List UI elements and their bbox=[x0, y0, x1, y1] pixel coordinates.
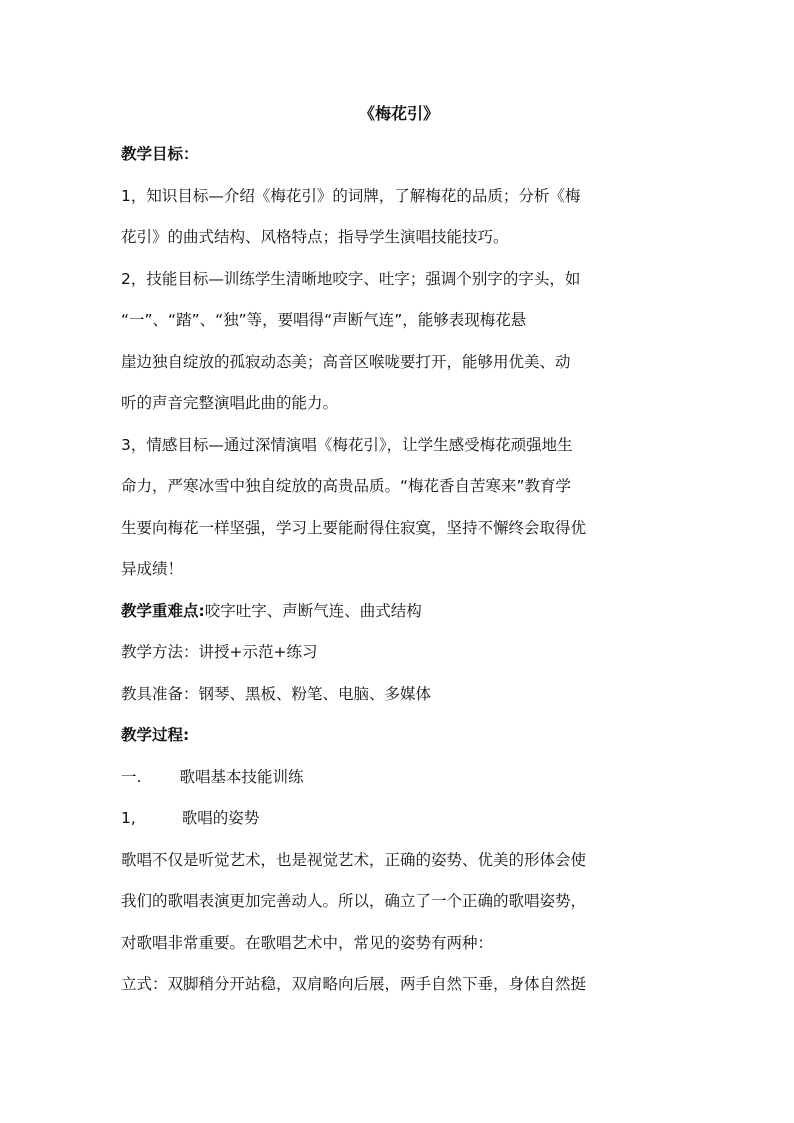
section-title: 歌唱基本技能训练 bbox=[179, 767, 304, 786]
key-points-text: 咬字吐字、声断气连、曲式结构 bbox=[204, 601, 422, 620]
process-heading: 教学过程: bbox=[121, 726, 190, 744]
goal-knowledge: 1，知识目标—介绍《梅花引》的词牌，了解梅花的品质；分析《梅 花引》的曲式结构、风格特点；指导学生演唱技能技巧。 bbox=[121, 186, 581, 246]
goal-emotion: 3，情感目标—通过深情演唱《梅花引》，让学生感受梅花顽强地生 命力，严寒冰雪中独自绽放的高贵品质。“梅花香自苦寒来”教育学 生要向梅花一样坚强，学习上要能耐得住寂寞，坚持不懈终会取得优 异成绩！ bbox=[121, 435, 587, 578]
paragraph-singing-posture: 歌唱不仅是听觉艺术，也是视觉艺术，正确的姿势、优美的形体会使 我们的歌唱表演更加完善动人。所以，确立了一个正确的歌唱姿势， 对歌唱非常重要。在歌唱艺术中，常见的姿势有两种： bbox=[121, 850, 587, 952]
goal-skill: 2，技能目标—训练学生清晰地咬字、吐字；强调个别字的字头，如 “一”、“踏”、“独”等，要唱得“声断气连”，能够表现梅花悬 崖边独自绽放的孤寂动态美；高音区喉咙要打开，能够用优美、动 听的声音完整演唱此曲的能力。 bbox=[121, 269, 581, 412]
subsection-title: 歌唱的姿势 bbox=[181, 809, 260, 827]
goals-heading: 教学目标： bbox=[121, 145, 199, 163]
subsection-number: 1, bbox=[121, 809, 136, 827]
section-number: 一. bbox=[121, 767, 142, 786]
key-points bbox=[121, 591, 677, 633]
teaching-method: 教学方法：讲授+示范+练习 bbox=[121, 643, 318, 661]
teaching-tools: 教具准备：钢琴、黑板、粉笔、电脑、多媒体 bbox=[121, 684, 432, 703]
document-title: 《梅花引》 bbox=[358, 104, 439, 123]
paragraph-standing-posture: 立式：双脚稍分开站稳，双肩略向后展，两手自然下垂，身体自然挺 bbox=[121, 975, 587, 993]
subsection-heading bbox=[121, 798, 677, 840]
key-points-label: 教学重难点: bbox=[121, 601, 205, 620]
document-body bbox=[121, 100, 677, 1006]
section-heading bbox=[121, 757, 677, 799]
